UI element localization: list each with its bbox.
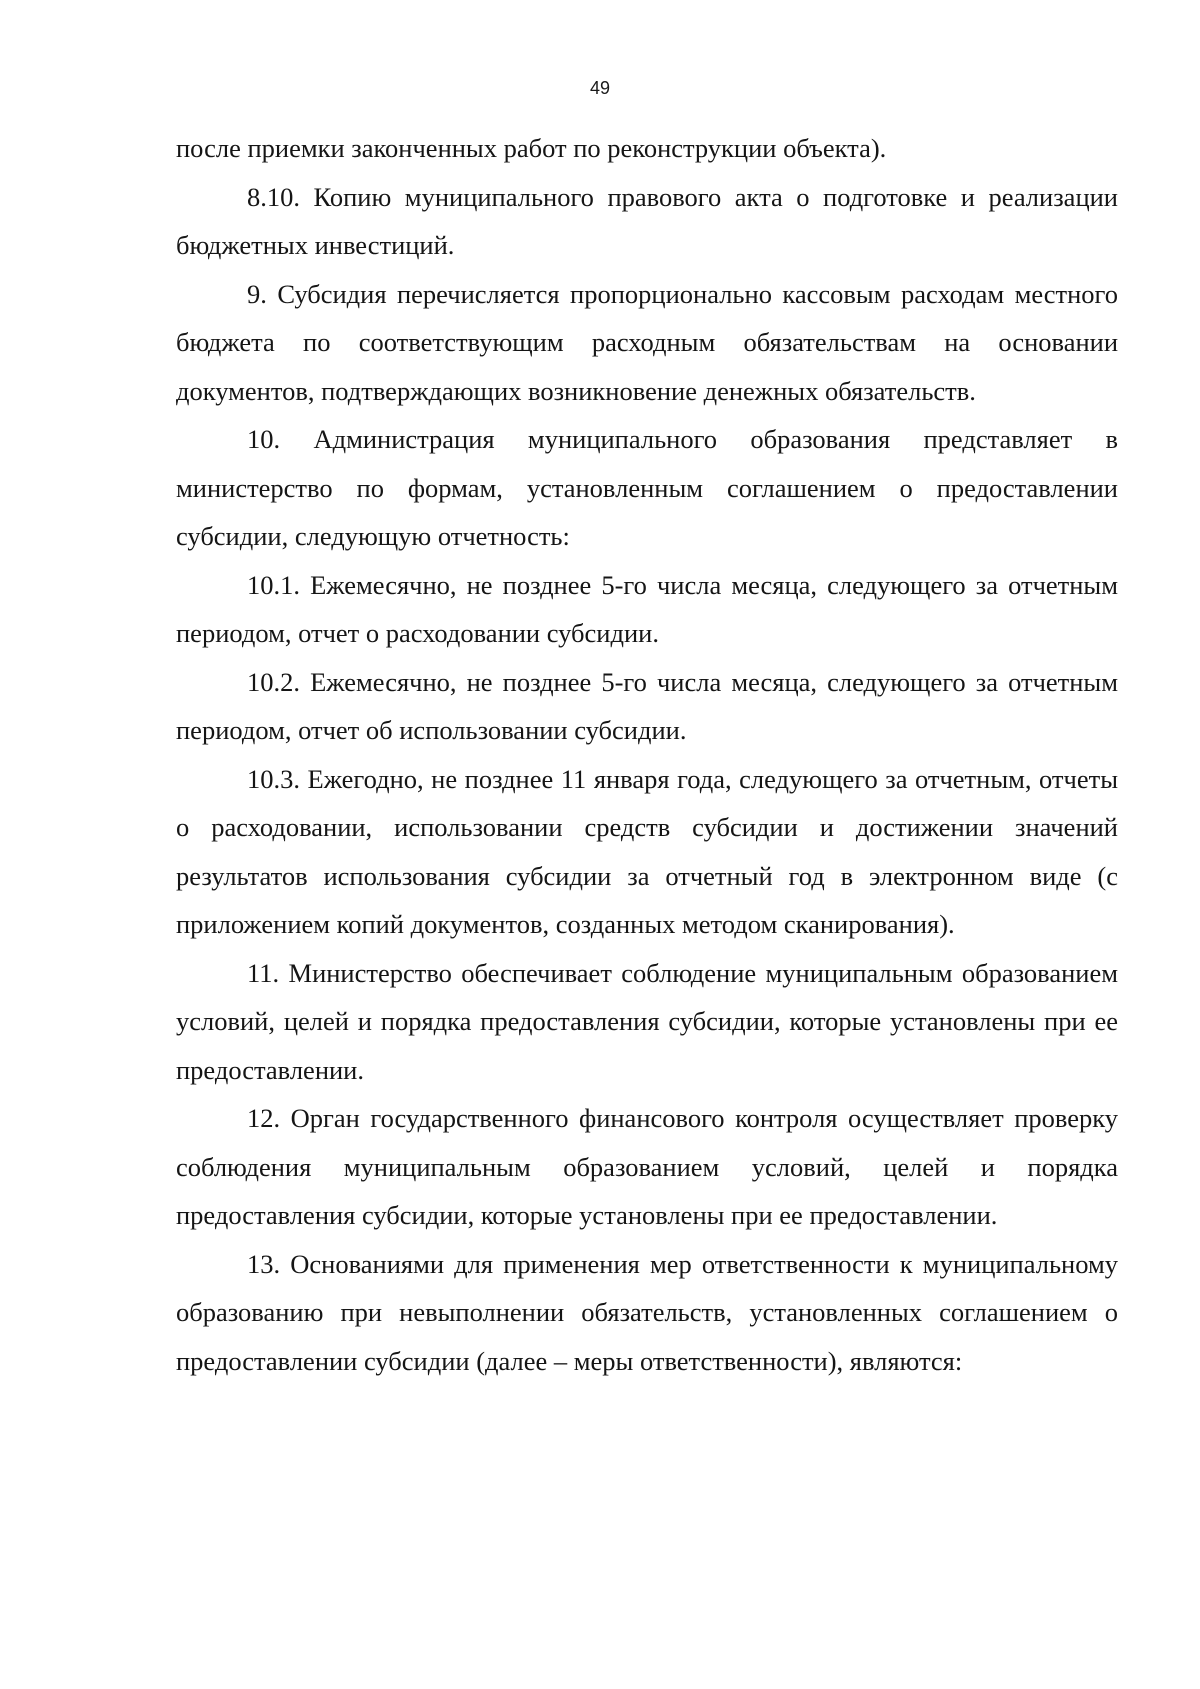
paragraph-9: 9. Субсидия перечисляется пропорционально кассовым расходам местного бюджета по соответствующим расходным обязательствам на основании документов, подтверждающих возникновение денежных обязательств. — [176, 278, 1118, 406]
paragraph-12: 12. Орган государственного финансового контроля осуществляет проверку соблюдения муниципальным образованием условий, целей и порядка предоставления субсидии, которые установлены при ее предоставлении. — [176, 1103, 1118, 1230]
paragraph-continuation: после приемки законченных работ по реконструкции объекта). — [176, 133, 887, 163]
document-body — [176, 124, 1118, 1385]
paragraph-10: 10. Администрация муниципального образования представляет в министерство по формам, установленным соглашением о предоставлении субсидии, следующую отчетность: — [176, 424, 1118, 551]
paragraph-11: 11. Министерство обеспечивает соблюдение муниципальным образованием условий, целей и порядка предоставления субсидии, которые установлены при ее предоставлении. — [176, 957, 1118, 1085]
paragraph-10-2: 10.2. Ежемесячно, не позднее 5-го числа месяца, следующего за отчетным периодом, отчет об использовании субсидии. — [176, 666, 1118, 745]
paragraph-10-3: 10.3. Ежегодно, не позднее 11 января года, следующего за отчетным, отчеты о расходовании, использовании средств субсидии и достижении значений результатов использования субсидии за отчетный год в электронном виде (с приложением копий документов, созданных методом сканирования). — [176, 763, 1118, 939]
paragraph-10-1: 10.1. Ежемесячно, не позднее 5-го числа месяца, следующего за отчетным периодом, отчет о расходовании субсидии. — [176, 569, 1118, 648]
paragraph-8-10: 8.10. Копию муниципального правового акта о подготовке и реализации бюджетных инвестиций. — [176, 181, 1118, 260]
page-number: 49 — [589, 78, 611, 98]
paragraph-13: 13. Основаниями для применения мер ответственности к муниципальному образованию при невыполнении обязательств, установленных соглашением о предоставлении субсидии (далее – меры ответственности), являются: — [176, 1248, 1118, 1376]
